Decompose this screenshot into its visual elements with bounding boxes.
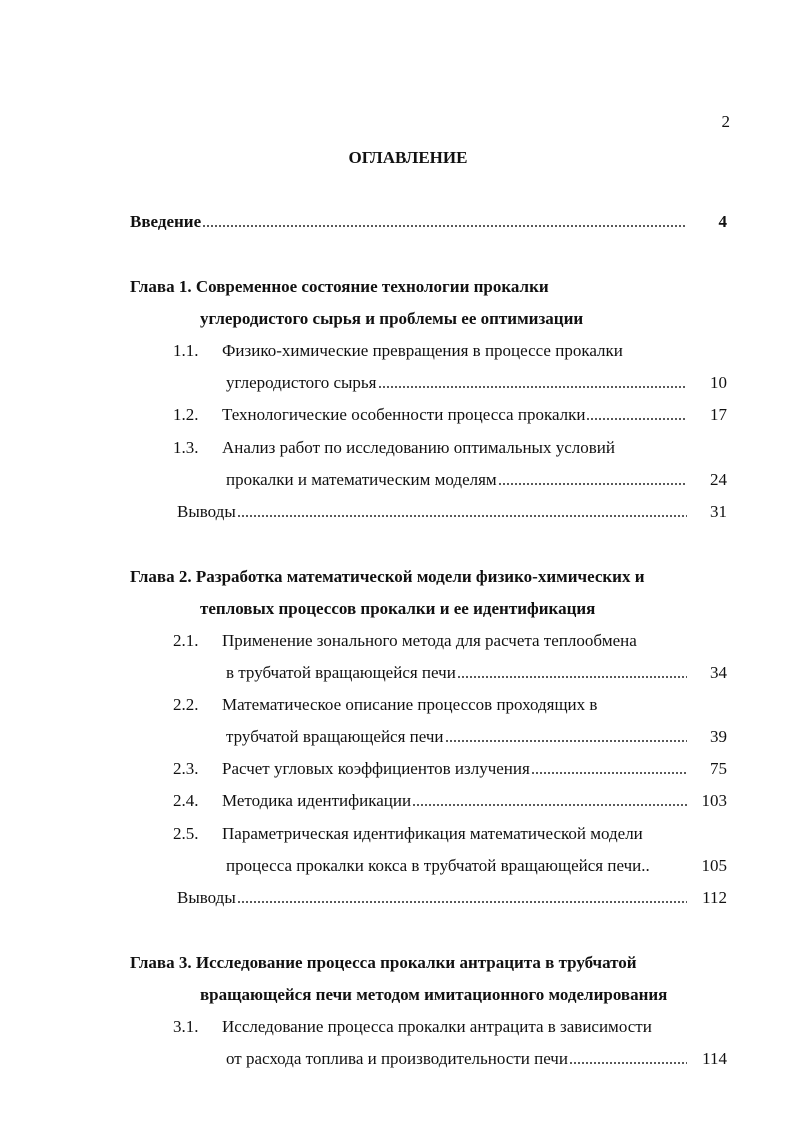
entry-title: углеродистого сырья	[226, 373, 377, 393]
entry-title: Технологические особенности процесса прокалки	[222, 405, 586, 425]
toc-entry-section	[173, 824, 643, 844]
dot-leader	[586, 417, 687, 421]
section-number: 3.1.	[173, 1016, 199, 1036]
entry-title: в трубчатой вращающейся печи	[226, 663, 456, 682]
section-number: 1.3.	[173, 437, 199, 457]
toc-entry-section	[173, 759, 727, 779]
toc-entry-section	[173, 405, 727, 425]
toc-entry-chapter	[130, 567, 645, 587]
dot-leader	[498, 482, 687, 486]
entry-page-number: 39	[710, 727, 727, 747]
dot-leader	[202, 224, 687, 228]
dot-leader	[237, 514, 687, 518]
page-number: 2	[721, 112, 730, 131]
dot-leader	[531, 771, 687, 775]
dot-leader	[569, 1061, 687, 1065]
entry-title: Выводы	[177, 501, 236, 521]
section-number: 2.1.	[173, 630, 199, 650]
dot-leader	[237, 900, 687, 904]
toc-entry-intro	[130, 212, 727, 232]
entry-title: Глава 3. Исследование процесса прокалки антрацита в трубчатой	[130, 952, 637, 972]
entry-title: Математическое описание процессов проходящих в	[222, 695, 598, 715]
toc-entry-section	[173, 438, 615, 458]
entry-title: от расхода топлива и производительности печи	[226, 1049, 568, 1068]
section-number: 2.2.	[173, 695, 199, 715]
entry-title: Расчет угловых коэффициентов излучения	[222, 759, 530, 779]
entry-page-number: 31	[710, 501, 727, 521]
section-number: 2.3.	[173, 759, 199, 779]
dot-leader	[412, 803, 687, 807]
toc-entry-continuation	[226, 856, 727, 876]
entry-page-number: 103	[701, 791, 727, 811]
entry-title: трубчатой вращающейся печи	[226, 727, 444, 747]
entry-title: процесса прокалки кокса в трубчатой вращающейся печи..	[226, 855, 650, 875]
section-number: 2.4.	[173, 791, 199, 811]
toc-entry-summary	[177, 502, 727, 522]
entry-title: углеродистого сырья и проблемы ее оптимизации	[200, 309, 584, 329]
toc-entry-section	[173, 631, 637, 651]
toc-entry-continuation	[200, 985, 667, 1005]
toc-entry-continuation	[226, 470, 727, 490]
entry-title: вращающейся печи методом имитационного моделирования	[200, 984, 668, 1004]
dot-leader	[457, 675, 687, 679]
toc-entry-chapter	[130, 953, 637, 973]
toc-entry-section	[173, 341, 623, 361]
section-number: 2.5.	[173, 823, 199, 843]
toc-entry-continuation	[226, 373, 727, 393]
page-title: ОГЛАВЛЕНИЕ	[348, 148, 468, 167]
entry-title: Выводы	[177, 887, 236, 907]
entry-title: тепловых процессов прокалки и ее идентификация	[200, 598, 596, 618]
toc-entry-continuation	[226, 1049, 727, 1069]
entry-title: Глава 1. Современное состояние технологии прокалки	[130, 277, 549, 296]
toc-entry-continuation	[200, 309, 583, 329]
toc-entry-chapter	[130, 277, 549, 297]
toc-entry-continuation	[226, 663, 727, 683]
entry-page-number: 10	[710, 373, 727, 393]
toc-entry-continuation	[200, 599, 595, 619]
entry-title: Исследование процесса прокалки антрацита в зависимости	[222, 1016, 652, 1036]
entry-title: Физико-химические превращения в процессе прокалки	[222, 341, 623, 361]
entry-title: прокалки и математическим моделям	[226, 469, 497, 489]
entry-title: Введение	[130, 212, 202, 231]
entry-page-number: 75	[710, 759, 727, 779]
entry-page-number: 24	[710, 469, 727, 489]
toc-entry-section	[173, 695, 597, 715]
entry-page-number: 4	[718, 212, 727, 231]
toc-entry-section	[173, 791, 727, 811]
entry-page-number: 17	[710, 405, 727, 425]
entry-page-number: 34	[710, 663, 727, 682]
dot-leader	[445, 739, 687, 743]
section-number: 1.2.	[173, 405, 199, 425]
entry-page-number: 105	[701, 855, 727, 875]
entry-title: Анализ работ по исследованию оптимальных условий	[222, 437, 615, 457]
entry-page-number: 112	[702, 887, 727, 907]
toc-entry-summary	[177, 888, 727, 908]
toc-entry-continuation	[226, 727, 727, 747]
section-number: 1.1.	[173, 341, 199, 361]
entry-title: Методика идентификации	[222, 791, 412, 811]
dot-leader	[378, 385, 688, 389]
toc-entry-section	[173, 1017, 652, 1037]
entry-title: Параметрическая идентификация математической модели	[222, 823, 643, 843]
entry-title: Глава 2. Разработка математической модели физико-химических и	[130, 566, 645, 586]
entry-title: Применение зонального метода для расчета теплообмена	[222, 630, 637, 650]
entry-page-number: 114	[702, 1049, 727, 1068]
